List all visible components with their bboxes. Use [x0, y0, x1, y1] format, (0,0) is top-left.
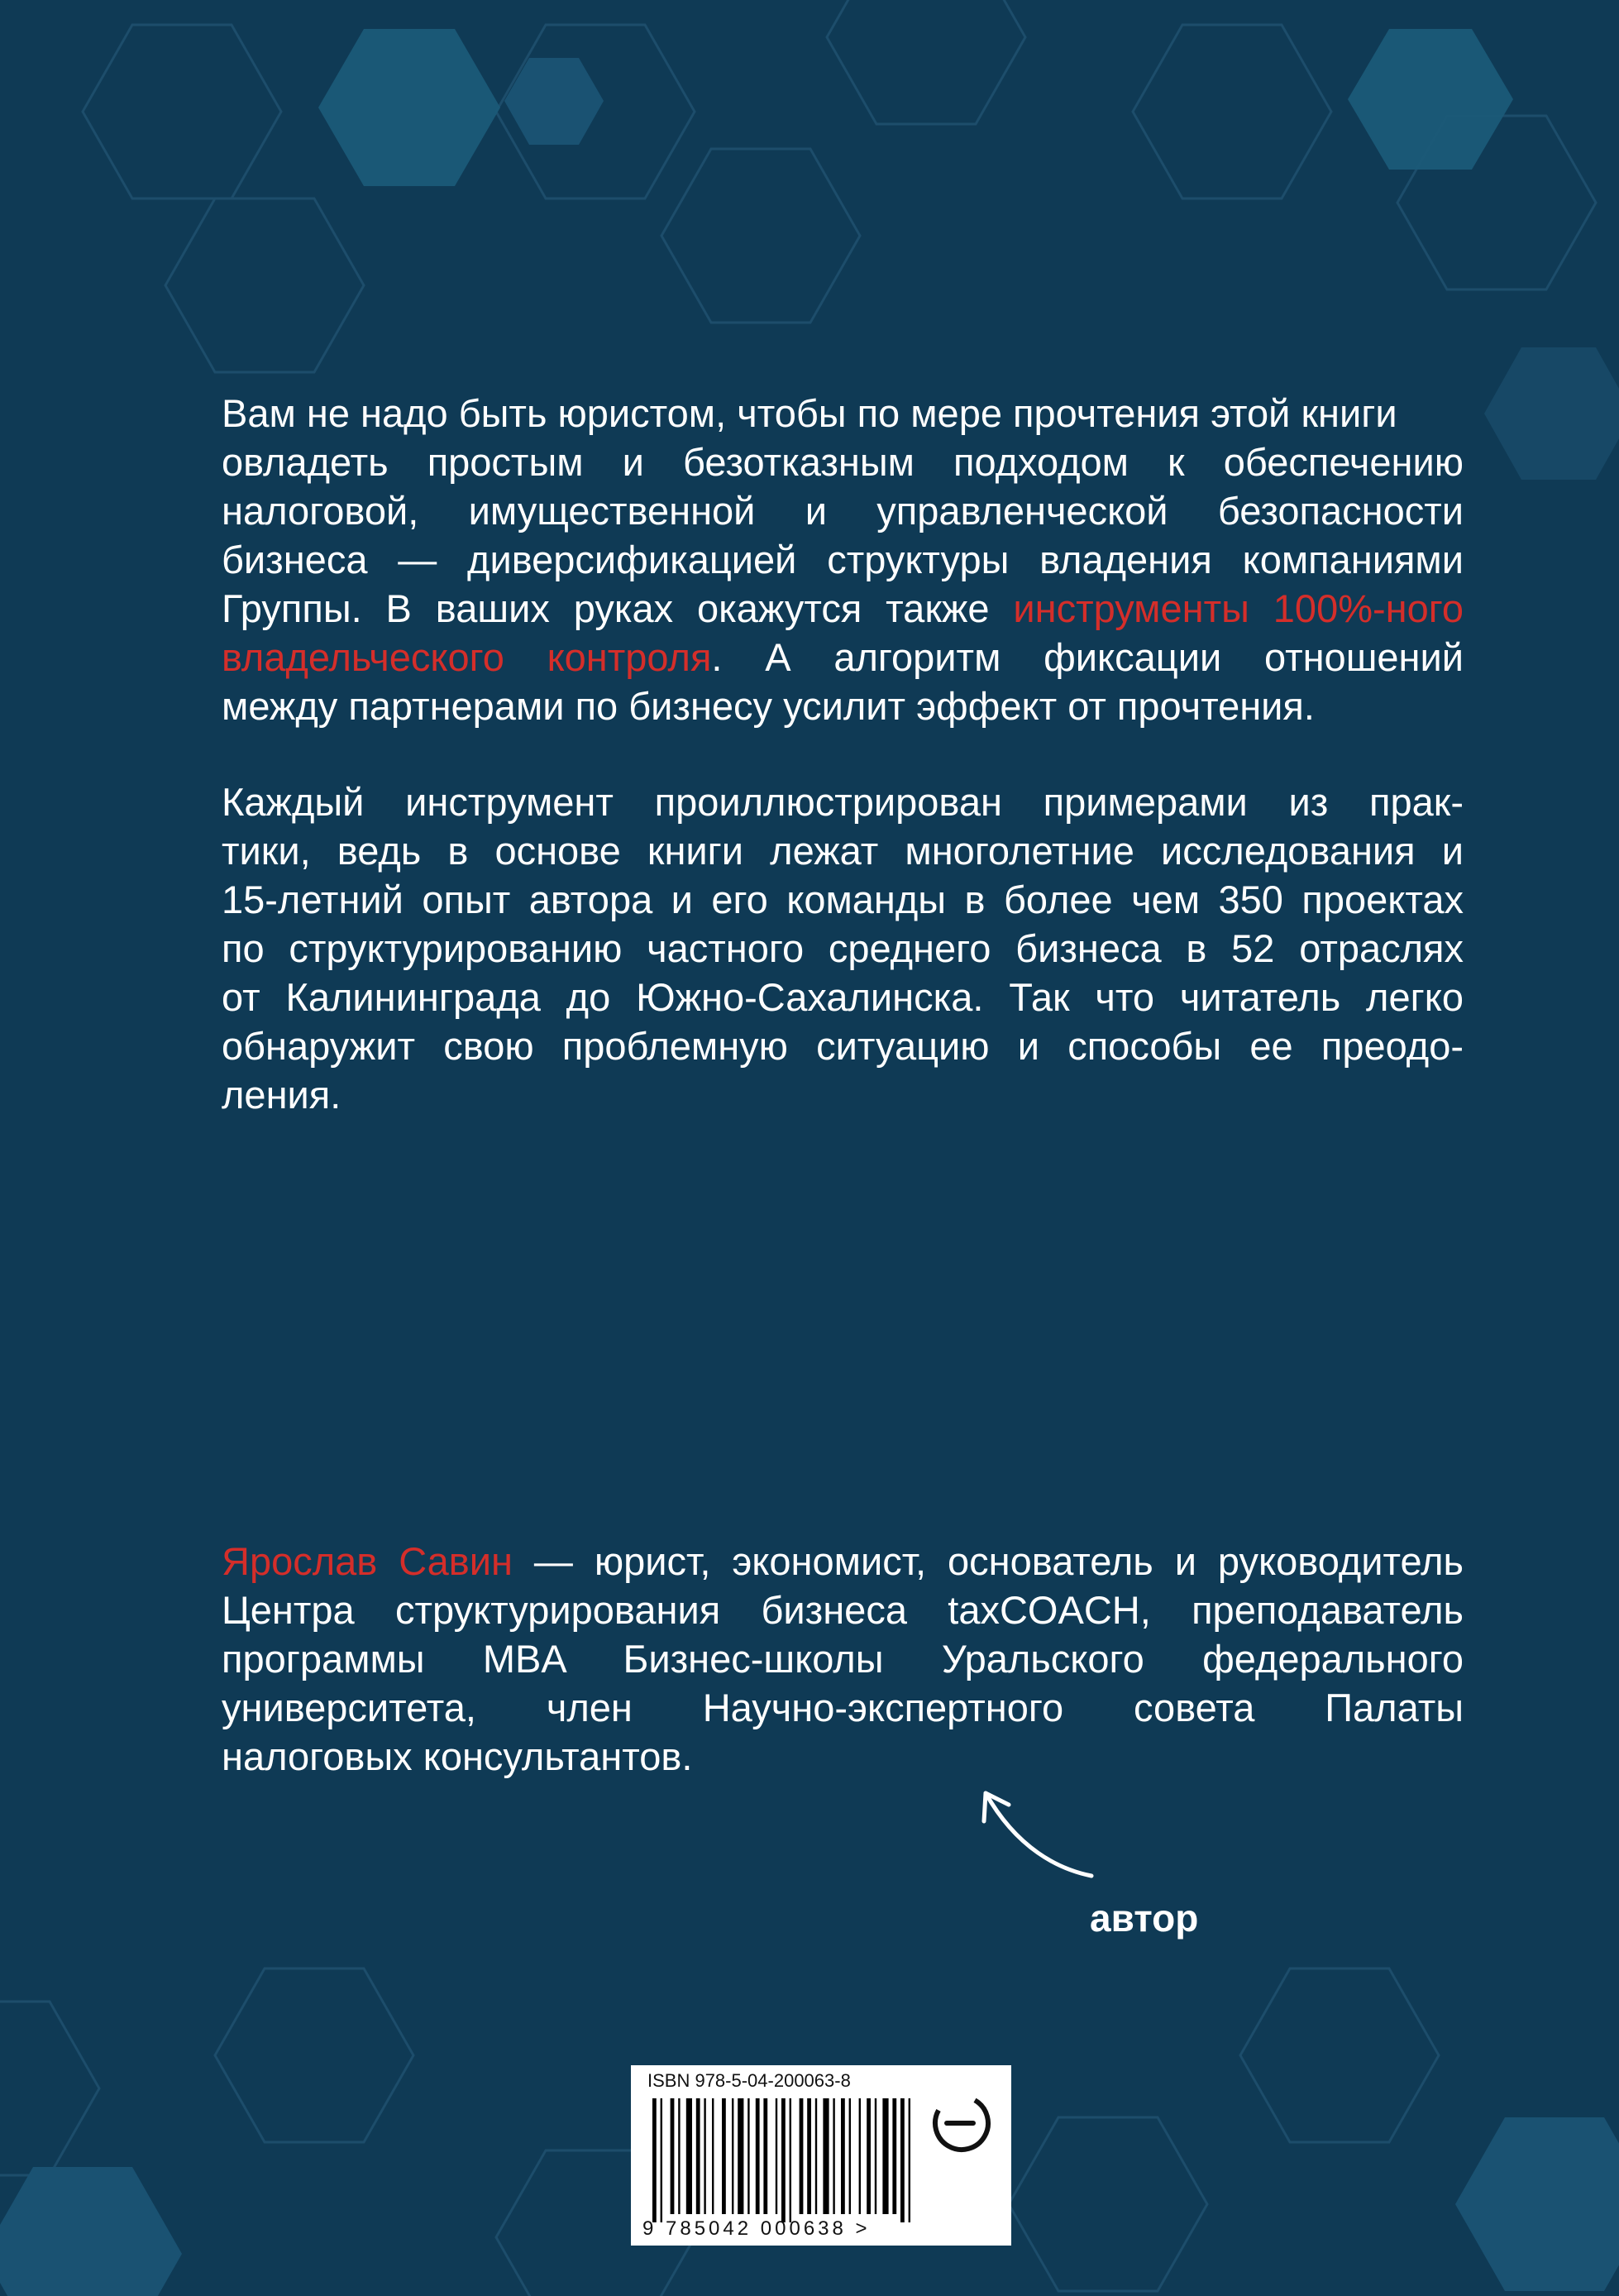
- text-line: Центра структурирования бизнеса taxCOACH, преподаватель: [222, 1588, 1464, 1632]
- barcode-bar: [652, 2098, 657, 2222]
- author-bio: [222, 1537, 1464, 1781]
- barcode-bar: [800, 2098, 804, 2214]
- barcode-bar: [790, 2098, 791, 2222]
- barcode-bar: [661, 2098, 662, 2222]
- highlighted-text: инструменты 100%-ного: [1013, 586, 1464, 630]
- text-line: от Калининграда до Южно-Сахалинска. Так что читатель легко: [222, 975, 1464, 1019]
- barcode-bar: [882, 2098, 888, 2214]
- text-line: овладеть простым и безотказным подходом к обеспечению: [222, 440, 1464, 484]
- description-paragraph-1: [222, 389, 1464, 730]
- barcode-bar: [732, 2098, 733, 2214]
- text-line: Каждый инструмент проиллюстрирован примерами из прак-: [222, 780, 1464, 824]
- barcode-bar: [678, 2098, 680, 2214]
- barcode-digits: 9 785042 000638 >: [642, 2217, 871, 2240]
- barcode-bar: [841, 2098, 845, 2214]
- barcode-bar: [722, 2098, 726, 2214]
- text-span: Группы. В ваших руках окажутся также: [222, 586, 1014, 630]
- text-line: обнаружит свою проблемную ситуацию и способы ее преодо-: [222, 1024, 1464, 1068]
- text-line: бизнеса — диверсификацией структуры владения компаниями: [222, 538, 1464, 581]
- barcode-bar: [833, 2098, 834, 2214]
- barcode-bar: [756, 2098, 760, 2214]
- text-span: . А алгоритм фиксации отношений: [711, 635, 1464, 679]
- text-line: налоговых консультантов.: [222, 1734, 693, 1778]
- barcode-bar: [747, 2098, 749, 2214]
- text-line: налоговой, имущественной и управленческой безопасности: [222, 489, 1464, 533]
- barcode-bar: [686, 2098, 692, 2214]
- barcode-bar: [900, 2098, 905, 2222]
- barcode-bar: [807, 2098, 811, 2214]
- text-line: тики, ведь в основе книги лежат многолетние исследования и: [222, 829, 1464, 873]
- text-line: Вам не надо быть юристом, чтобы по мере прочтения этой книги: [222, 391, 1397, 435]
- barcode-bar: [763, 2098, 767, 2214]
- text-line: [222, 633, 1464, 682]
- text-span: — юрист, экономист, основатель и руководитель: [512, 1539, 1464, 1583]
- text-line: ления.: [222, 1073, 341, 1117]
- barcode-bar: [875, 2098, 876, 2214]
- barcode-bar: [781, 2098, 786, 2222]
- text-line: [222, 584, 1464, 633]
- text-line: программы MBA Бизнес-школы Уральского федерального: [222, 1637, 1464, 1681]
- text-line: между партнерами по бизнесу усилит эффект от прочтения.: [222, 684, 1315, 728]
- barcode-bar: [815, 2098, 817, 2214]
- barcode-bar: [823, 2098, 829, 2214]
- barcode-bar: [712, 2098, 714, 2214]
- eksmo-logo-icon: [932, 2093, 991, 2153]
- barcode-bar: [704, 2098, 705, 2214]
- text-line: 15-летний опыт автора и его команды в более чем 350 проектах: [222, 878, 1464, 921]
- barcode-bar: [859, 2098, 861, 2214]
- barcode-bar: [696, 2098, 700, 2214]
- text-line: по структурированию частного среднего бизнеса в 52 отраслях: [222, 926, 1464, 970]
- barcode-bar: [909, 2098, 910, 2222]
- barcode-bar: [738, 2098, 743, 2214]
- author-name: Ярослав Савин: [222, 1539, 513, 1583]
- barcode-bar: [892, 2098, 896, 2214]
- isbn-barcode: [631, 2065, 1011, 2246]
- curved-arrow-icon: [967, 1770, 1116, 1894]
- barcode-bar: [776, 2098, 777, 2214]
- barcode-bar: [867, 2098, 871, 2214]
- barcode-bar: [849, 2098, 851, 2214]
- highlighted-text: владельческого контроля: [222, 635, 712, 679]
- isbn-number: ISBN 978-5-04-200063-8: [647, 2070, 851, 2091]
- text-line: [222, 1537, 1464, 1586]
- author-label: автор: [1090, 1897, 1199, 1940]
- text-line: университета, член Научно-экспертного совета Палаты: [222, 1686, 1464, 1729]
- barcode-bar: [671, 2098, 675, 2214]
- description-paragraph-2: [222, 777, 1464, 1119]
